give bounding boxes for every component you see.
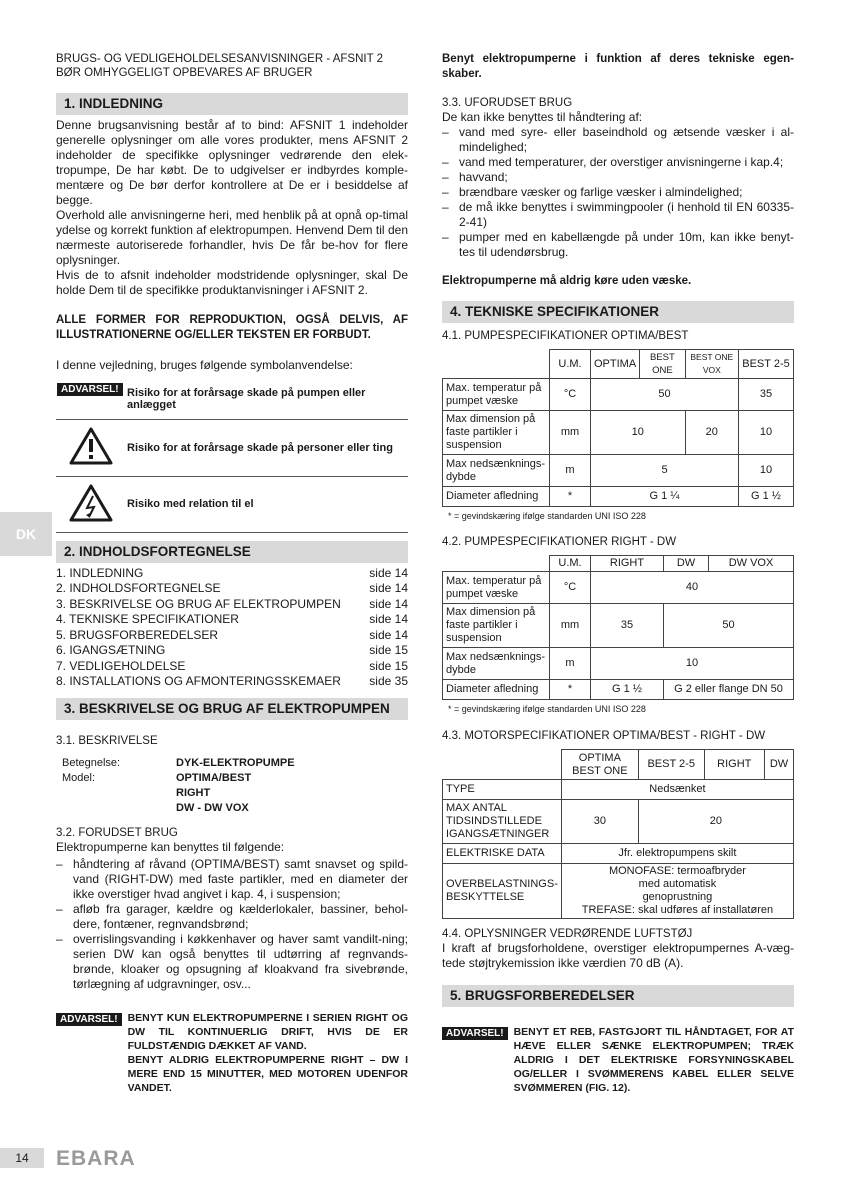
table-cell: 50 bbox=[591, 379, 739, 411]
copyright-notice: ALLE FORMER FOR REPRODUKTION, OGSÅ DELVIS, AF ILLUSTRATIONERNE OG/ELLER TEKSTEN ER FORBUDT. bbox=[56, 314, 408, 341]
table-note: * = gevindskæring ifølge standarden UNI ISO 228 bbox=[448, 511, 646, 521]
right-column bbox=[442, 52, 794, 1095]
table-cell: 30 bbox=[561, 800, 638, 844]
section-2-title: 2. INDHOLDSFORTEGNELSE bbox=[56, 541, 408, 563]
toc-label: 4. TEKNISKE SPECIFIKATIONER bbox=[56, 612, 239, 626]
subsection-3-2-title: 3.2. FORUDSET BRUG bbox=[56, 826, 178, 839]
desc-label-model: Model: bbox=[62, 771, 96, 784]
table-cell: 20 bbox=[638, 800, 793, 844]
toc-label: 1. INDLEDNING bbox=[56, 565, 144, 580]
table-header: BEST ONE bbox=[640, 350, 685, 379]
toc-row bbox=[56, 674, 408, 690]
desc-value-designation: DYK-ELEKTROPUMPE bbox=[176, 756, 295, 769]
uses-list bbox=[56, 857, 408, 992]
noise-text: I kraft af brugsforholdene, overstiger elektropumpernes A-væg-tede støjtrykemission ikke værdien 70 dB (A). bbox=[442, 941, 794, 970]
section-1-title: 1. INDLEDNING bbox=[56, 93, 408, 115]
table-cell: G 1 ¼ bbox=[591, 487, 739, 507]
table-4-3-title: 4.3. MOTORSPECIFIKATIONER OPTIMA/BEST - RIGHT - DW bbox=[442, 730, 766, 742]
table-cell: 35 bbox=[739, 379, 794, 411]
row-label: OVERBELASTNINGS-BESKYTTELSE bbox=[443, 864, 562, 919]
row-label: Max dimension på faste partikler i suspension bbox=[443, 604, 550, 648]
table-header: DW bbox=[765, 750, 794, 780]
table-cell: Jfr. elektropumpens skilt bbox=[561, 844, 793, 864]
misuse-intro: De kan ikke benyttes til håndtering af: bbox=[442, 110, 643, 124]
intro-paragraph-3: Hvis de to afsnit indeholder modstridende oplysninger, skal De holde Dem til de specifikke produktanvisninger i AFSNIT 2. bbox=[56, 268, 408, 297]
uses-intro: Elektropumperne kan benyttes til følgende: bbox=[56, 839, 285, 854]
table-cell: G 1 ½ bbox=[591, 680, 664, 700]
table-cell: 35 bbox=[591, 604, 664, 648]
table-cell: m bbox=[550, 648, 591, 680]
section-3-title: 3. BESKRIVELSE OG BRUG AF ELEKTROPUMPEN bbox=[56, 698, 408, 720]
table-cell: °C bbox=[550, 572, 591, 604]
subsection-3-3-title: 3.3. UFORUDSET BRUG bbox=[442, 97, 573, 109]
toc-page: side 14 bbox=[369, 612, 408, 626]
toc-page: side 14 bbox=[369, 581, 408, 595]
warning-block-continuous bbox=[56, 1011, 408, 1095]
toc-row bbox=[56, 597, 408, 613]
toc-label: 2. INDHOLDSFORTEGNELSE bbox=[56, 581, 221, 595]
subsection-4-4-title: 4.4. OPLYSNINGER VEDRØRENDE LUFTSTØJ bbox=[442, 928, 693, 940]
list-item: – pumper med en kabellængde på under 10m, kan ikke benyt-tes til udendørsbrug. bbox=[442, 230, 794, 260]
toc-row bbox=[56, 659, 408, 675]
toc-row bbox=[56, 581, 408, 597]
table-header: BEST 2-5 bbox=[739, 350, 794, 379]
table-cell: 20 bbox=[685, 411, 738, 455]
row-label: Max. temperatur på pumpet væske bbox=[443, 379, 550, 411]
table-header: BEST ONE VOX bbox=[685, 350, 738, 379]
section-4-title: 4. TEKNISKE SPECIFIKATIONER bbox=[442, 301, 794, 323]
electric-hazard-icon bbox=[69, 484, 113, 522]
warning-block-lifting bbox=[442, 1025, 794, 1095]
desc-value-model-3: DW - DW VOX bbox=[176, 801, 249, 814]
list-item: – de må ikke benyttes i swimmingpooler (i henhold til EN 60335-2-41) bbox=[442, 200, 794, 230]
page-number: 14 bbox=[0, 1148, 44, 1168]
table-cell: * bbox=[550, 680, 591, 700]
table-cell: °C bbox=[550, 379, 591, 411]
table-header: DW VOX bbox=[709, 556, 794, 572]
desc-value-model-1: OPTIMA/BEST bbox=[176, 771, 252, 784]
table-cell: 10 bbox=[591, 648, 794, 680]
table-header: RIGHT bbox=[704, 750, 764, 780]
toc-page: side 14 bbox=[369, 627, 408, 642]
table-cell: G 1 ½ bbox=[739, 487, 794, 507]
row-label: Diameter afledning bbox=[443, 680, 550, 700]
table-note: * = gevindskæring ifølge standarden UNI ISO 228 bbox=[448, 704, 646, 714]
spec-table-optima-best bbox=[442, 349, 794, 507]
toc-row bbox=[56, 612, 408, 628]
table-4-1-title: 4.1. PUMPESPECIFIKATIONER OPTIMA/BEST bbox=[442, 330, 689, 342]
warning-badge: ADVARSEL! bbox=[57, 383, 123, 396]
header-line-2: BØR OMHYGGELIGT OPBEVARES AF BRUGER bbox=[56, 67, 313, 79]
table-cell: 10 bbox=[591, 411, 686, 455]
list-item: – overrislingsvanding i køkkenhaver og haver samt vandilt-ning; serien DW kan også benyttes til udtørring af regnvands-brønde, kloaker og opsugning af kloakvand fra sivebrønde, tørlægning af udgravninger, osv... bbox=[56, 932, 408, 992]
table-of-contents bbox=[56, 566, 408, 690]
table-cell: 50 bbox=[664, 604, 794, 648]
symbol-text-persons: Risiko for at forårsage skade på personer eller ting bbox=[126, 419, 408, 476]
warning-text-2: BENYT ALDRIG ELEKTROPUMPERNE RIGHT – DW I MERE END 15 MINUTTER, MED MOTOREN UDENFOR VANDET. bbox=[127, 1053, 408, 1094]
intro-paragraph-1: Denne brugsanvisning består af to bind: AFSNIT 1 indeholder generelle oplysninger om alle vores produkter, mens AFSNIT 2 indeholder de specifikke oplysninger vedrørende den elek-tropumpe, De har købt. De to udgivelser er indbyrdes komple-mentære og De bør derfor kontrollere at De er i besiddelse af begge. bbox=[56, 118, 408, 207]
table-cell: mm bbox=[550, 604, 591, 648]
table-cell: MONOFASE: termoafbryder med automatisk genoprustning bbox=[608, 865, 746, 903]
table-header: BEST 2-5 bbox=[638, 750, 704, 780]
spec-table-right-dw bbox=[442, 555, 794, 700]
table-cell: G 2 eller flange DN 50 bbox=[664, 680, 794, 700]
table-cell: 40 bbox=[591, 572, 794, 604]
table-cell: * bbox=[550, 487, 591, 507]
list-item: – afløb fra garager, kældre og kælderlokaler, bassiner, behol-dere, fontæner, regnvandsbrønd; bbox=[56, 902, 408, 932]
toc-page: side 15 bbox=[369, 643, 408, 657]
warning-text-1: BENYT KUN ELEKTROPUMPERNE I SERIEN RIGHT OG DW TIL KONTINUERLIG DRIFT, HVIS DE ER FULDSTÆNDIG DÆKKET AF VAND. bbox=[127, 1011, 408, 1052]
table-header: DW bbox=[664, 556, 709, 572]
toc-row bbox=[56, 643, 408, 659]
misuse-list bbox=[442, 125, 794, 260]
table-cell: m bbox=[550, 455, 591, 487]
table-cell: mm bbox=[550, 411, 591, 455]
table-4-2-title: 4.2. PUMPESPECIFIKATIONER RIGHT - DW bbox=[442, 536, 677, 548]
section-5-title: 5. BRUGSFORBEREDELSER bbox=[442, 985, 794, 1007]
intro-paragraph-2: Overhold alle anvisningerne heri, med henblik på at opnå op-timal ydelse og korrekt funktion af elektropumpen. Henvend Dem til den nærmeste autoriserede forhandler, hvis De får be-hov for flere oplysninger. bbox=[56, 208, 408, 267]
table-header: OPTIMA BEST ONE bbox=[561, 750, 638, 780]
desc-value-model-2: RIGHT bbox=[176, 786, 211, 799]
toc-label: 8. INSTALLATIONS OG AFMONTERINGSSKEMAER bbox=[56, 674, 341, 688]
toc-page: side 35 bbox=[369, 674, 408, 688]
warning-text-lifting: BENYT ET REB, FASTGJORT TIL HÅNDTAGET, FOR AT HÆVE ELLER SÆNKE ELEKTROPUMPEN; TRÆK ALDRIG I DET ELEKTRISKE FORSYNINGSKABEL OG/ELLER I SVØMMERENS KABEL ELLER SELVE SVØMMEREN (FIG. 12). bbox=[513, 1026, 794, 1094]
list-item: – vand med syre- eller baseindhold og ætsende væsker i al-mindelighed; bbox=[442, 125, 794, 155]
row-label: MAX ANTAL TIDSINDSTILLEDE IGANGSÆTNINGER bbox=[443, 800, 562, 844]
subsection-3-1-title: 3.1. BESKRIVELSE bbox=[56, 734, 158, 747]
toc-page: side 15 bbox=[369, 658, 408, 673]
table-header: RIGHT bbox=[591, 556, 664, 572]
toc-page: side 14 bbox=[369, 565, 408, 580]
table-cell: TREFASE: skal udføres af installatøren bbox=[581, 904, 774, 916]
list-item: – håndtering af råvand (OPTIMA/BEST) samt snavset og spild-vand (RIGHT-DW) med faste partikler, med en diameter der ikke overstiger hvad angivet i kap. 4, i suspension; bbox=[56, 857, 408, 902]
desc-label-designation: Betegnelse: bbox=[62, 756, 121, 769]
symbol-text-pump: Risiko for at forårsage skade på pumpen eller anlægget bbox=[126, 379, 408, 419]
toc-row bbox=[56, 628, 408, 644]
table-header: OPTIMA bbox=[591, 350, 640, 379]
toc-page: side 14 bbox=[369, 596, 408, 611]
table-header: U.M. bbox=[550, 350, 591, 379]
toc-label: 3. BESKRIVELSE OG BRUG AF ELEKTROPUMPEN bbox=[56, 596, 341, 611]
use-by-specs: Benyt elektropumperne i funktion af deres tekniske egen-skaber. bbox=[442, 53, 794, 80]
list-item: – brændbare væsker og farlige væsker i almindelighed; bbox=[442, 185, 794, 200]
row-label: Max nedsænknings-dybde bbox=[443, 648, 550, 680]
table-header: U.M. bbox=[550, 556, 591, 572]
description-block bbox=[56, 756, 408, 816]
toc-label: 7. VEDLIGEHOLDELSE bbox=[56, 658, 186, 673]
symbol-table bbox=[56, 379, 408, 533]
toc-label: 5. BRUGSFORBEREDELSER bbox=[56, 627, 219, 642]
symbol-intro: I denne vejledning, bruges følgende symbolanvendelse: bbox=[56, 358, 353, 372]
row-label: Diameter afledning bbox=[443, 487, 550, 507]
row-label: Max dimension på faste partikler i suspension bbox=[443, 411, 550, 455]
never-dry-notice: Elektropumperne må aldrig køre uden væske. bbox=[442, 275, 692, 287]
language-tab: DK bbox=[0, 512, 52, 556]
table-cell: Nedsænket bbox=[561, 780, 793, 800]
row-label: Max nedsænknings-dybde bbox=[443, 455, 550, 487]
header-line-1: BRUGS- OG VEDLIGEHOLDELSESANVISNINGER - AFSNIT 2 bbox=[56, 53, 383, 65]
ebara-logo: EBARA bbox=[56, 1147, 136, 1170]
symbol-text-electric: Risiko med relation til el bbox=[126, 476, 408, 532]
toc-row bbox=[56, 566, 408, 582]
row-label: ELEKTRISKE DATA bbox=[443, 844, 562, 864]
table-cell: 10 bbox=[739, 411, 794, 455]
spec-table-motor bbox=[442, 749, 794, 919]
list-item: – vand med temperaturer, der overstiger anvisningerne i kap.4; bbox=[442, 155, 794, 170]
row-label: TYPE bbox=[443, 780, 562, 800]
toc-label: 6. IGANGSÆTNING bbox=[56, 643, 166, 657]
warning-badge: ADVARSEL! bbox=[56, 1013, 122, 1026]
warning-badge: ADVARSEL! bbox=[442, 1027, 508, 1040]
warning-triangle-icon bbox=[69, 427, 113, 465]
table-cell: 5 bbox=[591, 455, 739, 487]
table-cell: 10 bbox=[739, 455, 794, 487]
left-column bbox=[56, 52, 408, 1095]
list-item: – havvand; bbox=[442, 170, 794, 185]
row-label: Max. temperatur på pumpet væske bbox=[443, 572, 550, 604]
